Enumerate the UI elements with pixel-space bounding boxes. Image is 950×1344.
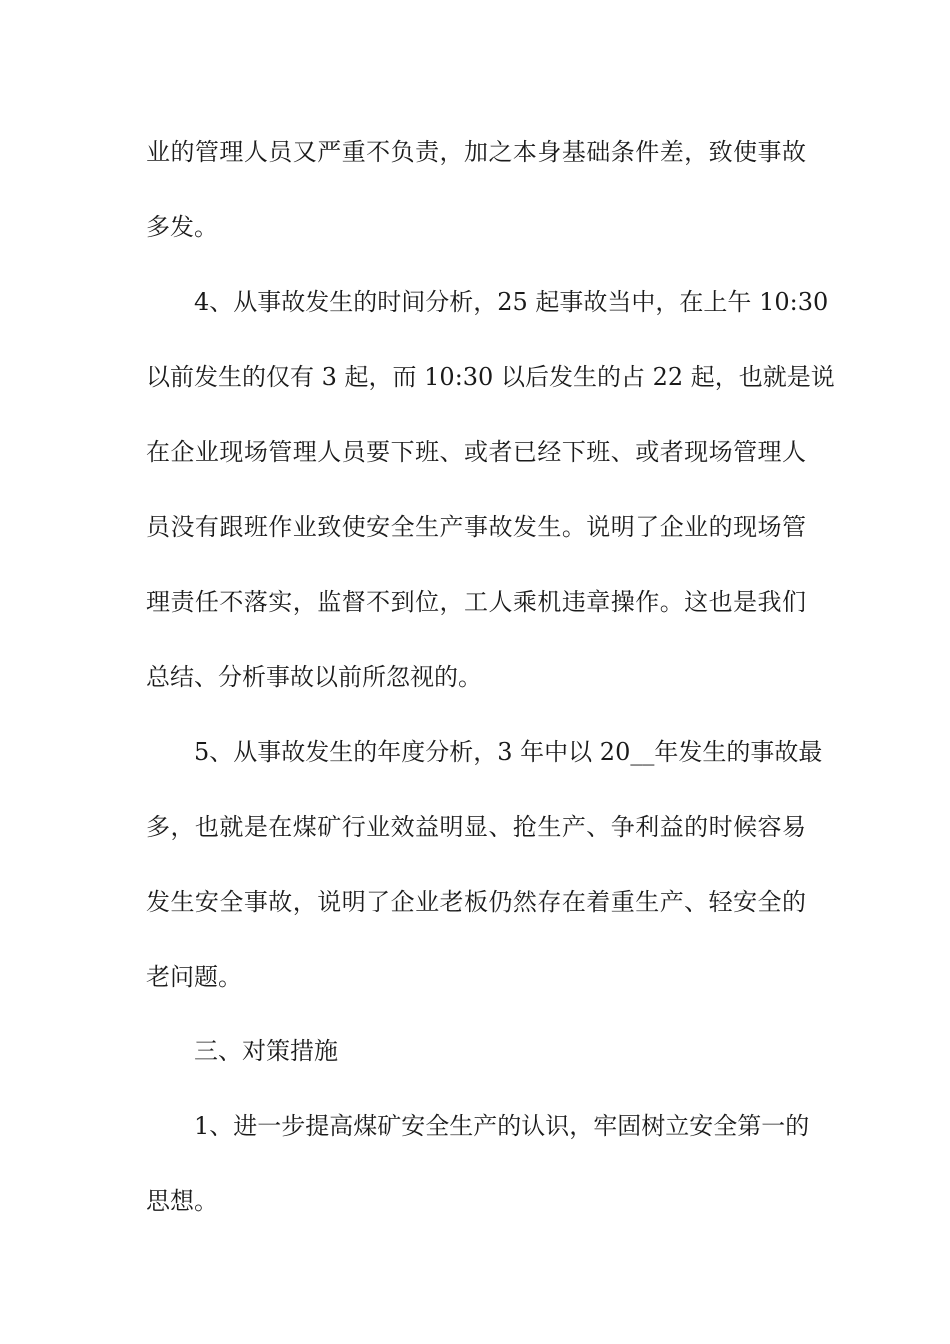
paragraph-line: 在企业现场管理人员要下班、或者已经下班、或者现场管理人 [146,438,806,466]
paragraph-line: 理责任不落实，监督不到位，工人乘机违章操作。这也是我们 [146,588,806,616]
paragraph-line: 发生安全事故，说明了企业老板仍然存在着重生产、轻安全的 [146,888,806,916]
paragraph-line: 老问题。 [146,963,242,991]
paragraph-line: 多，也就是在煤矿行业效益明显、抢生产、争利益的时候容易 [146,813,806,841]
paragraph-line: 总结、分析事故以前所忽视的。 [146,663,482,691]
paragraph-line: 1、进一步提高煤矿安全生产的认识，牢固树立安全第一的 [194,1112,810,1140]
paragraph-line: 4、从事故发生的时间分析，25 起事故当中，在上午 10:30 [194,288,829,316]
paragraph-line: 员没有跟班作业致使安全生产事故发生。说明了企业的现场管 [146,513,806,541]
section-heading: 三、对策措施 [194,1037,338,1065]
paragraph-line: 思想。 [146,1187,218,1215]
paragraph-line: 5、从事故发生的年度分析，3 年中以 20__年发生的事故最 [194,738,823,766]
paragraph-line: 多发。 [146,213,218,241]
paragraph-line: 以前发生的仅有 3 起，而 10:30 以后发生的占 22 起，也就是说 [146,363,835,391]
paragraph-line: 业的管理人员又严重不负责，加之本身基础条件差，致使事故 [146,138,806,166]
